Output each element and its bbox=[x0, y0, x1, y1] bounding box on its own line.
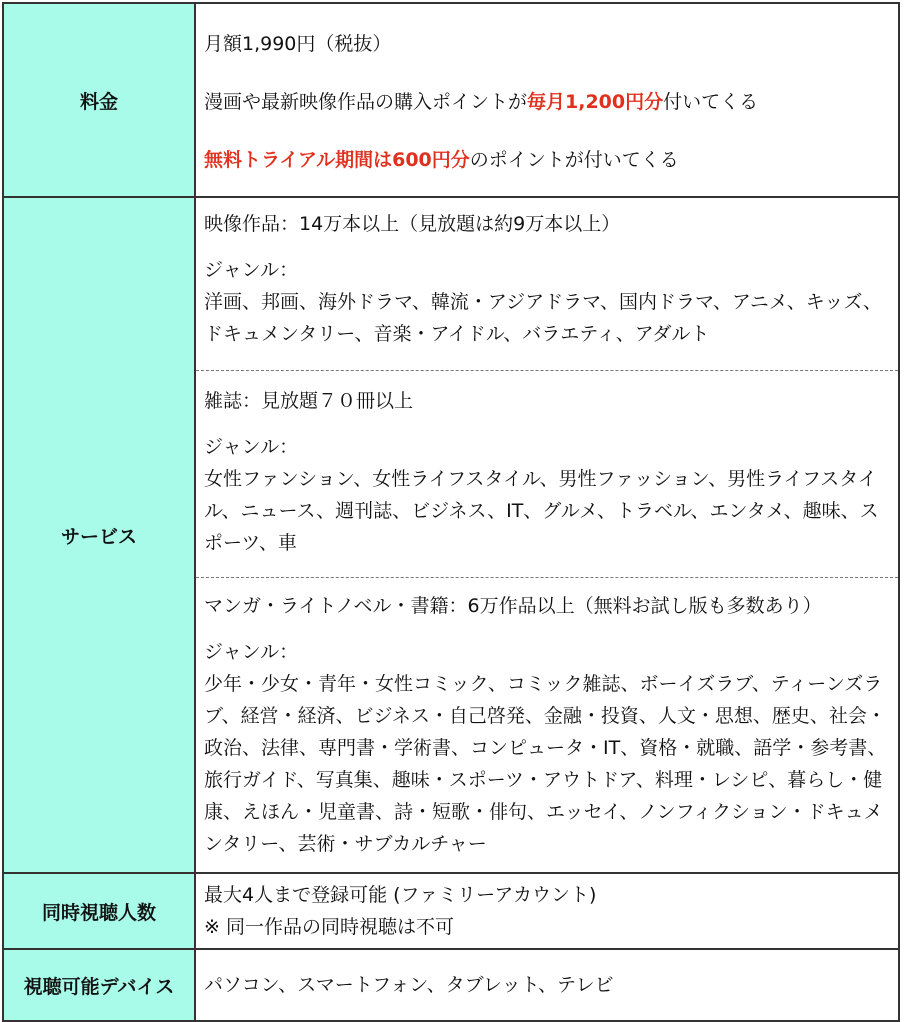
simultaneous-content bbox=[195, 873, 899, 949]
points-pre: 漫画や最新映像作品の購入ポイントが bbox=[204, 91, 528, 113]
table-row-devices bbox=[3, 949, 899, 1021]
devices-line1: パソコン、スマートフォン、タブレット、テレビ bbox=[204, 974, 614, 996]
points-post: 付いてくる bbox=[663, 91, 759, 113]
service-info-table bbox=[2, 2, 900, 1022]
books-title: マンガ・ライトノベル・書籍：6万作品以上（無料お試し版も多数あり） bbox=[204, 595, 822, 617]
price-text: 月額1,990円（税抜） bbox=[204, 33, 392, 55]
magazine-section bbox=[196, 371, 898, 578]
table-row-simultaneous bbox=[3, 873, 899, 949]
row-label-devices: 視聴可能デバイス bbox=[3, 949, 195, 1021]
simultaneous-line2: ※ 同一作品の同時視聴は不可 bbox=[204, 916, 454, 938]
books-section bbox=[196, 578, 898, 872]
row-label-service: サービス bbox=[3, 197, 195, 873]
price-content bbox=[195, 3, 899, 197]
trial-text bbox=[204, 144, 890, 176]
points-highlight: 毎月1,200円分 bbox=[527, 91, 664, 113]
points-text bbox=[204, 86, 890, 118]
table-row-price bbox=[3, 3, 899, 197]
devices-content bbox=[195, 949, 899, 1021]
trial-highlight: 無料トライアル期間は600円分 bbox=[204, 149, 470, 171]
books-genres: 少年・少女・青年・女性コミック、コミック雑誌、ボーイズラブ、ティーンズラブ、経営・経済、ビジネス・自己啓発、金融・投資、人文・思想、歴史、社会・政治、法律、専門書・学術書、コンピュータ・IT、資格・就職、語学・参考書、旅行ガイド、写真集、趣味・スポーツ・アウトドア、料理・レシピ、暮らし・健康、えほん・児童書、詩・短歌・俳句、エッセイ、ノンフィクション・ドキュメンタリー、芸術・サブカルチャー bbox=[204, 673, 887, 855]
video-genres: 洋画、邦画、海外ドラマ、韓流・アジアドラマ、国内ドラマ、アニメ、キッズ、ドキュメンタリー、音楽・アイドル、バラエティ、アダルト bbox=[204, 291, 882, 345]
video-genre-label: ジャンル： bbox=[204, 259, 299, 281]
magazine-genres: 女性ファンション、女性ライフスタイル、男性ファッション、男性ライフスタイル、ニュース、週刊誌、ビジネス、IT、グルメ、トラベル、エンタメ、趣味、スポーツ、車 bbox=[204, 468, 879, 554]
row-label-simultaneous: 同時視聴人数 bbox=[3, 873, 195, 949]
magazine-genre-label: ジャンル： bbox=[204, 436, 299, 458]
video-section bbox=[196, 198, 898, 371]
books-genre-label: ジャンル： bbox=[204, 641, 299, 663]
service-content bbox=[195, 197, 899, 873]
simultaneous-line1: 最大4人まで登録可能 (ファミリーアカウント) bbox=[204, 884, 597, 906]
video-title: 映像作品：14万本以上（見放題は約9万本以上） bbox=[204, 213, 621, 235]
table-row-service bbox=[3, 197, 899, 873]
magazine-title: 雑誌：見放題７０冊以上 bbox=[204, 390, 414, 412]
trial-post: のポイントが付いてくる bbox=[469, 149, 679, 171]
row-label-price: 料金 bbox=[3, 3, 195, 197]
